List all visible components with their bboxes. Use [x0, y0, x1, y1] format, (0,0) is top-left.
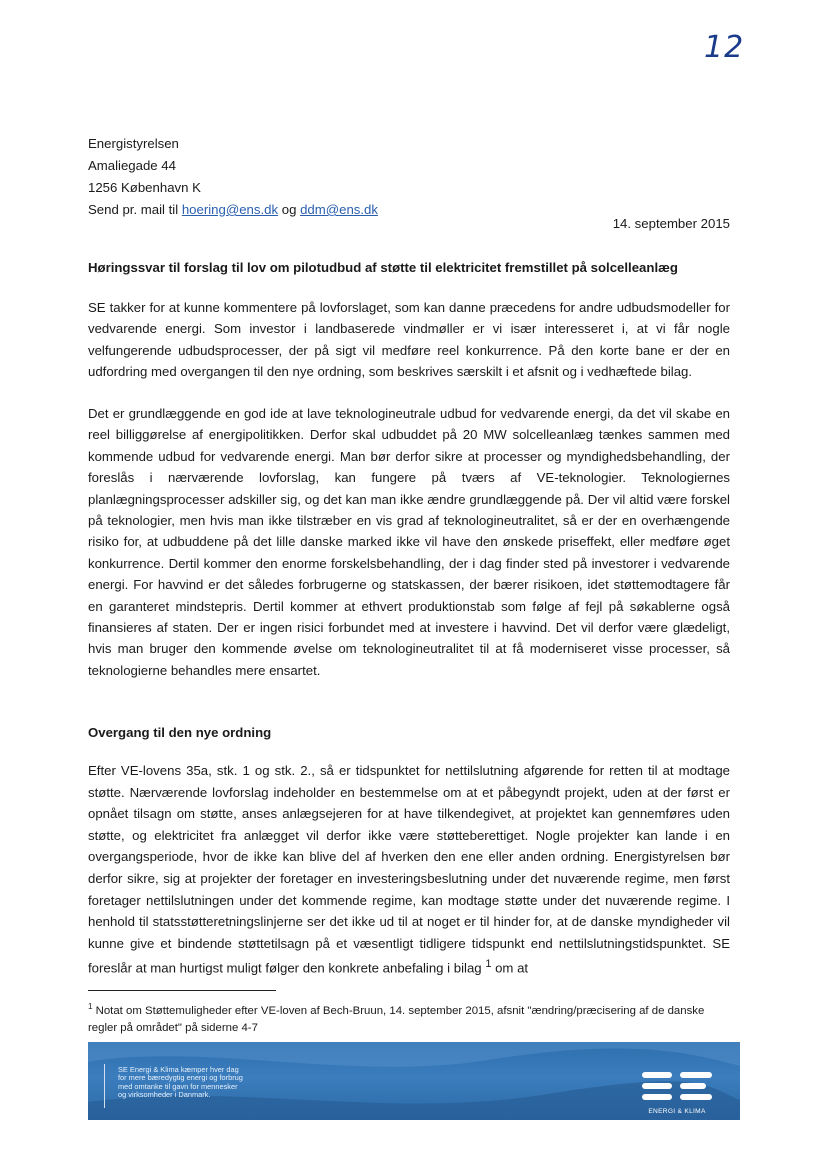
- recipient-address: [88, 133, 378, 221]
- body-paragraph: Det er grundlæggende en god ide at lave teknologineutrale udbud for vedvarende energi, da det vil skabe en reel billiggørelse af energipolitikken. Derfor skal udbuddet på 20 MW solcelleanlæg tænkes sammen med kommende udbud for vedvarende energi. Man bør derfor sikre at processer og myndighedsbehandling, der foreslås i nærværende lovforslag, kan fungere på tværs af VE-teknologier. Teknologiernes planlægningsprocesser adskiller sig, og det kan man ikke ændre grundlæggende på. Der vil altid være forskel på teknologier, men hvis man ikke tilstræber en vis grad af teknologineutralitet, så er der en overhængende risiko for, at udbuddene på det lille danske marked ikke vil have den ønskede priseffekt, eller medføre øget konkurrence. Dertil kommer den enorme forskelsbehandling, der i dag finder sted på investorer i vedvarende energi. For havvind er det således forbrugerne og statskassen, der bærer risikoen, idet støttemodtagere får en garanteret mindstepris. Dertil kommer at ethvert produktionstab som følge af fejl på søkablerne også finansieres af staten. Der er ingen risici forbundet med at investere i havvind. Det vil derfor være glædeligt, hvis man bruger den kommende øvelse om teknologineutralitet til at få moderniseret visse processer, så teknologierne behandles mere ensartet.: [88, 406, 730, 678]
- section-paragraph-tail: om at: [491, 960, 529, 976]
- section-heading: Overgang til den nye ordning: [88, 725, 272, 740]
- send-join: og: [281, 202, 297, 217]
- address-line: 1256 København K: [88, 180, 201, 195]
- footnote-divider: [88, 990, 276, 991]
- tagline-line: med omtanke til gavn for mennesker: [118, 1081, 238, 1091]
- tagline-line: SE Energi & Klima kæmper hver dag: [118, 1065, 239, 1074]
- footer-tagline: [118, 1066, 338, 1100]
- letter-subject: Høringssvar til forslag til lov om pilotudbud af støtte til elektricitet fremstillet på solcelleanlæg: [88, 260, 678, 275]
- logo-caption: ENERGI & KLIMA: [648, 1108, 706, 1115]
- footnote: [88, 998, 720, 1037]
- email-link-ddm[interactable]: ddm@ens.dk: [300, 202, 378, 217]
- footnote-text: Notat om Støttemuligheder efter VE-loven af Bech-Bruun, 14. september 2015, afsnit "ændring/præcisering af de danske regler på området" på siderne 4-7: [88, 1004, 705, 1034]
- address-line: Energistyrelsen: [88, 136, 179, 151]
- se-logo-mark-icon: [632, 1068, 722, 1106]
- tagline-line: og virksomheder i Danmark.: [118, 1090, 211, 1100]
- tagline-line: for mere bæredygtig energi og forbrug: [118, 1073, 243, 1083]
- handwritten-page-number: 12: [704, 30, 745, 65]
- footer-banner: [88, 1042, 740, 1120]
- body-paragraph: SE takker for at kunne kommentere på lovforslaget, som kan danne præcedens for andre udbudsmodeller for vedvarende energi. Som investor i landbaserede vindmøller er vi især interesseret i, at vi får nogle velfungerende udbudsprocesser, der på sigt vil medføre reel konkurrence. På den korte bane er der en udfordring med overgangen til den nye ordning, som beskrives særskilt i et afsnit og i vedhæftede bilag.: [88, 300, 730, 380]
- section-paragraph-text: Efter VE-lovens 35a, stk. 1 og stk. 2., så er tidspunktet for nettilslutning afgørende for retten til at modtage støtte. Nærværende lovforslag indeholder en bestemmelse om at et påbegyndt projekt, uden at der først er opnået tilsagn om støtte, anses anlægsejeren for at have tilkendegivet, at projektet kan gennemføres uden støtte, og elektricitet fra anlægget vil derfor ikke være støtteberettiget. Nogle projekter kan lande i en overgangsperiode, hvor de ikke kan blive del af hverken den ene eller anden ordning. Energistyrelsen bør derfor sikre, sig at projekter der foretager en investeringsbeslutning under det nuværende regime, men først foretager nettilslutningen under det kommende regime, kan modtage støtte under det nuværende regime. I henhold til statsstøtteretningslinjerne ser det ikke ud til at noget er til hinder for, at de danske myndigheder vil kunne give et bindende støttetilsagn på et væsentligt tidligere tidspunkt end nettilslutningstidspunktet. SE foreslår at man hurtigst muligt følger den konkrete anbefaling i bilag: [88, 763, 730, 976]
- footnote-mark: 1: [88, 1002, 93, 1011]
- se-logo: [632, 1068, 722, 1116]
- send-by-mail-line: [88, 199, 378, 221]
- email-link-hoering[interactable]: hoering@ens.dk: [181, 202, 279, 217]
- send-prefix: Send pr. mail til: [88, 202, 179, 217]
- section-paragraph: [88, 760, 730, 979]
- address-line: Amaliegade 44: [88, 158, 176, 173]
- footnote-reference[interactable]: 1: [485, 958, 492, 971]
- footer-divider-line: [104, 1064, 105, 1108]
- letter-date: 14. september 2015: [612, 216, 730, 231]
